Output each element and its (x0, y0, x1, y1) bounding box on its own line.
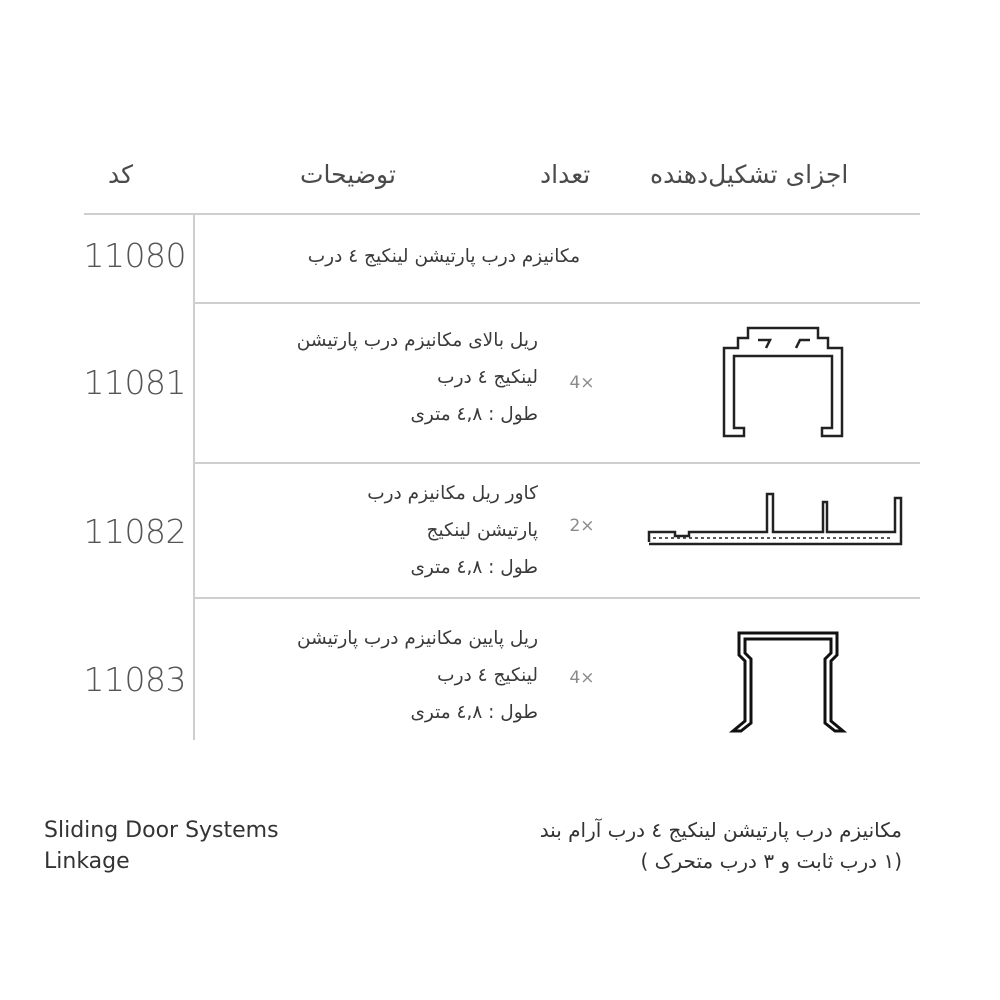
row-description-line: پارتیشن لینکیج (426, 520, 538, 541)
row-code: 11081 (83, 363, 186, 402)
row-description-line: مکانیزم درب پارتیشن لینکیج ٤ درب (307, 246, 580, 267)
row-code: 11083 (83, 660, 186, 699)
row-description-line: لینکیج ٤ درب (437, 665, 538, 686)
footer-persian-line: مکانیزم درب پارتیشن لینکیج ٤ درب آرام بند (539, 818, 902, 842)
table-column-divider (193, 214, 195, 740)
top-rail-profile-icon (718, 320, 848, 445)
row-code: 11080 (83, 236, 186, 275)
footer-persian-line: (١ درب ثابت و ٣ درب متحرک ) (640, 849, 902, 873)
bottom-rail-profile-icon (725, 625, 855, 740)
row-description-line: کاور ریل مکانیزم درب (367, 483, 538, 504)
row-quantity: 2× (569, 516, 595, 536)
table-divider (194, 597, 920, 599)
footer-english-line: Linkage (44, 849, 130, 874)
row-code: 11082 (83, 512, 186, 551)
header-quantity: تعداد (540, 160, 591, 189)
table-divider (194, 302, 920, 304)
table-divider (194, 462, 920, 464)
footer-english-title (44, 815, 279, 877)
row-description-line: طول : ٤,٨ متری (410, 404, 538, 425)
footer-english-line: Sliding Door Systems (44, 818, 279, 843)
row-description-line: لینکیج ٤ درب (437, 367, 538, 388)
row-description-line: ریل پایین مکانیزم درب پارتیشن (297, 628, 538, 649)
row-quantity: 4× (569, 373, 595, 393)
rail-cover-profile-icon (645, 488, 910, 550)
header-components: اجزای تشکیل‌دهنده (650, 160, 849, 189)
header-code: کد (108, 160, 134, 189)
table-divider (84, 213, 920, 215)
row-description-line: ریل بالای مکانیزم درب پارتیشن (296, 330, 538, 351)
footer-persian-title (540, 815, 902, 877)
row-description-line: طول : ٤,٨ متری (410, 702, 538, 723)
row-description-line: طول : ٤,٨ متری (410, 557, 538, 578)
header-description: توضیحات (300, 160, 396, 189)
row-quantity: 4× (569, 668, 595, 688)
